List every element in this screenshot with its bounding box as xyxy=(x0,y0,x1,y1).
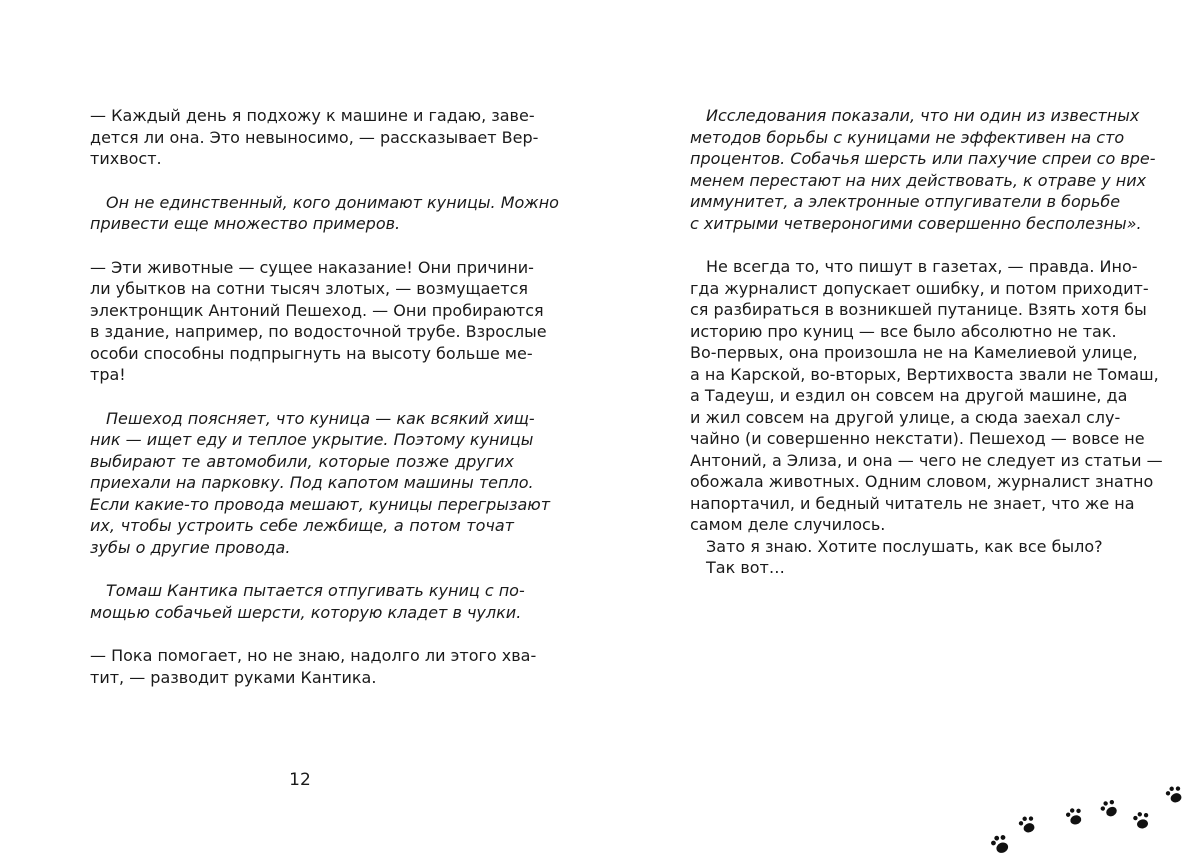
paragraph xyxy=(90,408,551,559)
paragraph xyxy=(690,557,1114,579)
text-line: Не всегда то, что пишут в газетах, — правда. Ино- xyxy=(706,257,1138,276)
text-line: зубы о другие провода. xyxy=(90,537,291,557)
text-line: Он не единственный, кого донимают куницы. Можно xyxy=(106,192,559,212)
text-line: процентов. Собачья шерсть или пахучие спреи со вре- xyxy=(690,149,1156,168)
text-line: ник — ищет еду и теплое укрытие. Поэтому куницы xyxy=(90,430,534,449)
paw-print-icon xyxy=(1065,806,1084,826)
text-line: тихвост. xyxy=(90,149,162,168)
paragraph xyxy=(690,256,1163,536)
paragraph xyxy=(90,645,537,688)
text-line: — Каждый день я подхожу к машине и гадаю, заве- xyxy=(90,106,535,125)
text-line: ли убытков на сотни тысяч злотых, — возмущается xyxy=(90,279,529,298)
text-line: а на Карской, во-вторых, Вертихвоста звали не Томаш, xyxy=(690,364,1159,384)
left-page-text xyxy=(90,105,559,688)
text-line: ся разбираться в возникшей путанице. Взять хотя бы xyxy=(690,300,1147,319)
text-line: приехали на парковку. Под капотом машины тепло. xyxy=(90,473,534,492)
paw-print-icon xyxy=(1132,811,1150,830)
text-line: — Эти животные — сущее наказание! Они причини- xyxy=(90,257,534,277)
paw-print-icon xyxy=(1017,814,1037,835)
text-line: привести еще множество примеров. xyxy=(90,214,401,233)
text-line: Антоний, а Элиза, и она — чего не следует из статьи — xyxy=(690,450,1163,470)
text-line: их, чтобы устроить себе лежбище, а потом точат xyxy=(90,516,514,535)
paw-print-icon xyxy=(1164,784,1184,805)
text-line: Пешеход поясняет, что куница — как всякий хищ- xyxy=(106,408,535,428)
text-line: Исследования показали, что ни один из известных xyxy=(706,106,1140,125)
text-line: — Пока помогает, но не знаю, надолго ли этого хва- xyxy=(90,646,537,665)
paragraph xyxy=(690,536,1114,558)
text-line: Зато я знаю. Хотите послушать, как все было? xyxy=(706,536,1103,556)
paragraph xyxy=(90,105,539,170)
text-line: выбирают те автомобили, которые позже других xyxy=(90,451,514,471)
text-line: историю про куниц — все было абсолютно не так. xyxy=(690,321,1117,341)
paw-prints-icon xyxy=(970,725,1200,855)
paw-print-icon xyxy=(1098,797,1120,819)
text-line: а Тадеуш, и ездил он совсем на другой машине, да xyxy=(690,386,1128,405)
text-line: гда журналист допускает ошибку, и потом приходит- xyxy=(690,278,1149,298)
text-line: особи способны подпрыгнуть на высоту больше ме- xyxy=(90,343,533,363)
text-line: Если какие-то провода мешают, куницы перегрызают xyxy=(90,494,551,514)
text-line: чайно (и совершенно некстати). Пешеход — вовсе не xyxy=(690,429,1145,448)
paragraph xyxy=(90,257,547,386)
text-line: тра! xyxy=(90,365,126,384)
paw-print-icon xyxy=(989,832,1011,855)
text-line: мощью собачьей шерсти, которую кладет в чулки. xyxy=(90,602,522,622)
text-line: в здание, например, по водосточной трубе. Взрослые xyxy=(90,322,547,341)
page-number: 12 xyxy=(289,770,311,790)
text-line: Так вот… xyxy=(706,558,785,577)
text-line: Томаш Кантика пытается отпугивать куниц с по- xyxy=(106,581,525,600)
text-line: методов борьбы с куницами не эффективен на сто xyxy=(690,127,1125,147)
paragraph xyxy=(90,580,525,623)
text-line: электронщик Антоний Пешеход. — Они пробираются xyxy=(90,300,544,320)
text-line: обожала животных. Одним словом, журналист знатно xyxy=(690,472,1154,491)
paragraph xyxy=(90,192,559,235)
text-line: с хитрыми четвероногими совершенно бесполезны». xyxy=(690,213,1142,233)
text-line: Во-первых, она произошла не на Камелиевой улице, xyxy=(690,343,1138,362)
text-line: и жил совсем на другой улице, а сюда заехал слу- xyxy=(690,407,1121,427)
text-line: иммунитет, а электронные отпугиватели в борьбе xyxy=(690,192,1121,211)
paragraph xyxy=(690,105,1156,234)
text-line: тит, — разводит руками Кантика. xyxy=(90,667,377,687)
text-line: дется ли она. Это невыносимо, — рассказывает Вер- xyxy=(90,127,539,147)
text-line: самом деле случилось. xyxy=(690,515,886,534)
right-page-text xyxy=(690,105,1163,579)
text-line: менем перестают на них действовать, к отраве у них xyxy=(690,170,1147,190)
text-line: напортачил, и бедный читатель не знает, что же на xyxy=(690,493,1135,513)
